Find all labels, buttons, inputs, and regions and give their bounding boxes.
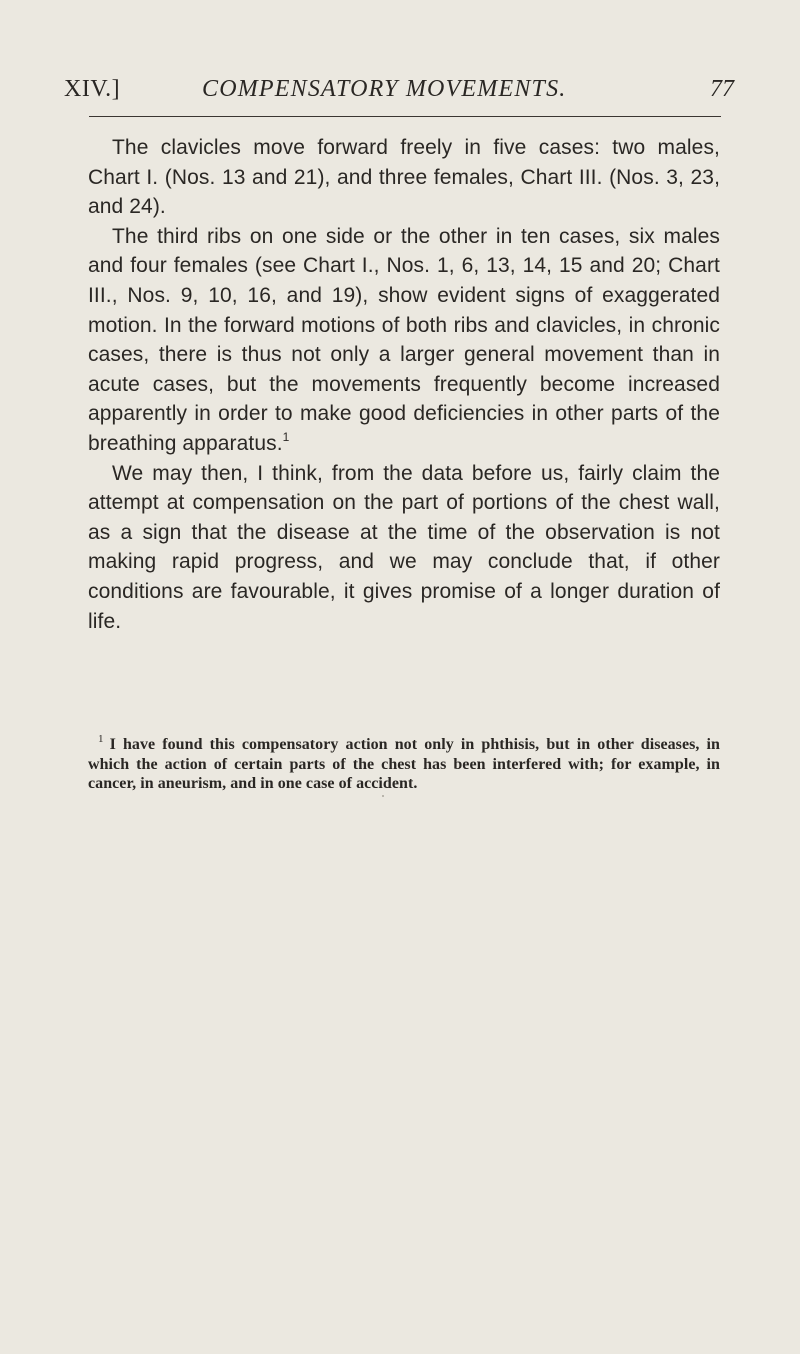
paragraph-clavicles-text: The clavicles move forward freely in five cases: two males, Chart I. (Nos. 13 and 21), and three females, Chart III. (Nos. 3, 23, and 24). <box>88 136 720 219</box>
paragraph-clavicles <box>88 133 720 222</box>
paragraph-third-ribs <box>88 222 720 459</box>
footnote-mark: 1 <box>98 733 104 745</box>
chapter-number: XIV.] <box>64 76 121 102</box>
body-text <box>88 133 720 636</box>
header-rule <box>89 116 721 117</box>
paragraph-third-ribs-text: The third ribs on one side or the other in ten cases, six males and four females (see Chart I., Nos. 1, 6, 13, 14, 15 and 20; Chart III., Nos. 9, 10, 16, and 19), show evident signs of exaggerated motion. In the forward motions of both ribs and clavicles, in chronic cases, there is thus not only a larger general movement than in acute cases, but the movements frequently become increased apparently in order to make good deficiencies in other parts of the breathing apparatus. <box>88 224 720 455</box>
footnote-text: I have found this compensatory action not only in phthisis, but in other diseases, in which the action of certain parts of the chest has been interfered with; for example, in cancer, in aneurism, and in one case of accident. <box>88 736 720 792</box>
paper-speck <box>382 795 384 797</box>
footnote-reference: 1 <box>282 429 290 444</box>
page-number: 77 <box>710 76 734 102</box>
paragraph-conclusion-text: We may then, I think, from the data before us, fairly claim the attempt at compensation on the part of portions of the chest wall, as a sign that the disease at the time of the observation is not making rapid progress, and we may conclude that, if other conditions are favourable, it gives promise of a longer duration of life. <box>88 461 720 633</box>
running-title: COMPENSATORY MOVEMENTS. <box>202 76 567 102</box>
running-head <box>64 76 736 108</box>
paragraph-conclusion <box>88 459 720 637</box>
footnote <box>88 735 720 794</box>
